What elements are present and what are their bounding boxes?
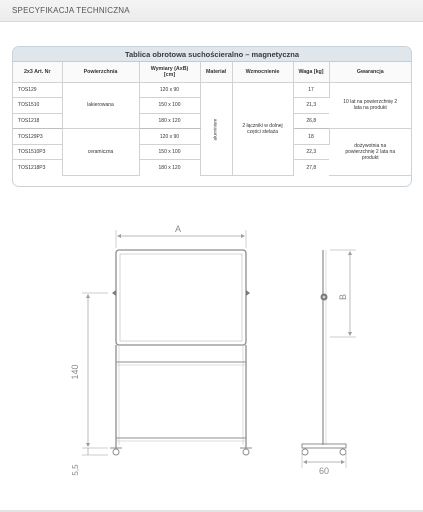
side-view xyxy=(302,250,356,468)
col-surface: Powierzchnia xyxy=(62,62,139,82)
surface-cell: ceramiczna xyxy=(62,129,139,176)
art-cell: TOS129 xyxy=(13,82,62,98)
weight-cell: 26,8 xyxy=(293,113,329,129)
material-label: aluminium xyxy=(213,118,219,141)
dims-cell: 120 x 90 xyxy=(139,129,200,145)
spec-grid xyxy=(13,62,411,176)
weight-cell: 17 xyxy=(293,82,329,98)
warranty-cell: dożywotnia na powierzchnię 2 lata na produkt xyxy=(329,129,411,176)
reinforcement-cell: 2 łączniki w dolnej części stelaża xyxy=(232,82,293,176)
label-height: 140 xyxy=(70,364,80,380)
art-cell: TOS1510P3 xyxy=(13,144,62,160)
label-wheel: 5,5 xyxy=(71,464,80,476)
col-art: 2x3 Art. Nr xyxy=(13,62,62,82)
col-material: Materiał xyxy=(200,62,232,82)
label-a: A xyxy=(174,224,182,234)
art-cell: TOS129P3 xyxy=(13,129,62,145)
dims-cell: 120 x 90 xyxy=(139,82,200,98)
dims-cell: 180 x 120 xyxy=(139,160,200,176)
section-header xyxy=(0,0,423,22)
dims-cell: 180 x 120 xyxy=(139,113,200,129)
art-cell: TOS1218 xyxy=(13,113,62,129)
label-depth: 60 xyxy=(318,466,330,476)
table-title: Tablica obrotowa suchościeralno – magnetyczna xyxy=(13,47,411,62)
table-header-row xyxy=(13,62,411,82)
dims-cell: 150 x 100 xyxy=(139,98,200,114)
art-cell: TOS1510 xyxy=(13,98,62,114)
material-cell xyxy=(200,82,232,176)
col-warranty: Gwarancja xyxy=(329,62,411,82)
col-reinforcement: Wzmocnienie xyxy=(232,62,293,82)
table-row xyxy=(13,82,411,98)
dims-cell: 150 x 100 xyxy=(139,144,200,160)
weight-cell: 22,3 xyxy=(293,144,329,160)
section-title: SPECYFIKACJA TECHNICZNA xyxy=(12,6,130,15)
weight-cell: 18 xyxy=(293,129,329,145)
col-weight: Waga [kg] xyxy=(293,62,329,82)
label-b: B xyxy=(338,293,348,301)
technical-drawing xyxy=(0,205,423,505)
surface-cell: lakierowana xyxy=(62,82,139,129)
warranty-cell: 10 lat na powierzchnię 2 lata na produkt xyxy=(329,82,411,129)
spec-table xyxy=(12,46,412,187)
weight-cell: 21,3 xyxy=(293,98,329,114)
art-cell: TOS1218P3 xyxy=(13,160,62,176)
front-view xyxy=(82,230,252,455)
weight-cell: 27,8 xyxy=(306,165,317,172)
col-dimensions: Wymiary (AxB) [cm] xyxy=(139,62,200,82)
